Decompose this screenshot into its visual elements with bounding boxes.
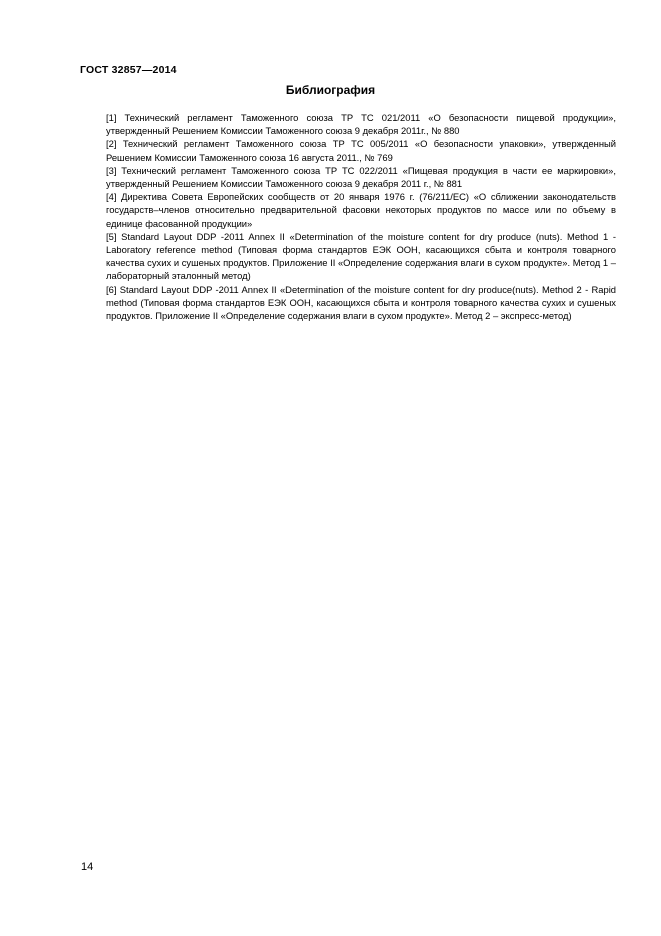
bibliography-item: [1] Технический регламент Таможенного союза ТР ТС 021/2011 «О безопасности пищевой продукции», утвержденный Решением Комиссии Таможенного союза 9 декабря 2011г., № 880 — [106, 112, 616, 137]
bibliography-item: [4] Директива Совета Европейских сообществ от 20 января 1976 г. (76/211/ЕС) «О сближении законодательств государств–членов относительно предварительной фасовки некоторых продуктов по массе или по объему в единице фасованной продукции» — [106, 191, 616, 229]
bibliography-item: [2] Технический регламент Таможенного союза ТР ТС 005/2011 «О безопасности упаковки», утвержденный Решением Комиссии Таможенного союза 16 августа 2011., № 769 — [106, 138, 616, 163]
document-code: ГОСТ 32857—2014 — [80, 64, 177, 76]
bibliography-item: [5] Standard Layout DDP -2011 Annex II «Determination of the moisture content for dry produce (nuts). Method 1 - Laboratory reference method (Типовая форма стандартов ЕЭК ООН, касающихся сбыта и контроля товарного качества сухих и сушеных продуктов. Приложение II «Определение содержания влаги в сухом продукте». Метод 1 – лабораторный эталонный метод) — [106, 230, 616, 282]
bibliography-item: [3] Технический регламент Таможенного союза ТР ТС 022/2011 «Пищевая продукция в части ее маркировки», утвержденный Решением Комиссии Таможенного союза 9 декабря 2011 г., № 881 — [106, 164, 616, 190]
bibliography-item: [6] Standard Layout DDP -2011 Annex II «Determination of the moisture content for dry produce(nuts). Method 2 - Rapid method (Типовая форма стандартов ЕЭК ООН, касающихся сбыта и контроля товарного качества сухих и сушеных продуктов. Приложение II «Определение содержания влаги в сухом продукте». Метод 2 – экспресс-метод) — [106, 283, 616, 322]
section-title: Библиография — [285, 83, 376, 97]
bibliography-list — [106, 111, 616, 322]
page-number: 14 — [81, 861, 94, 873]
